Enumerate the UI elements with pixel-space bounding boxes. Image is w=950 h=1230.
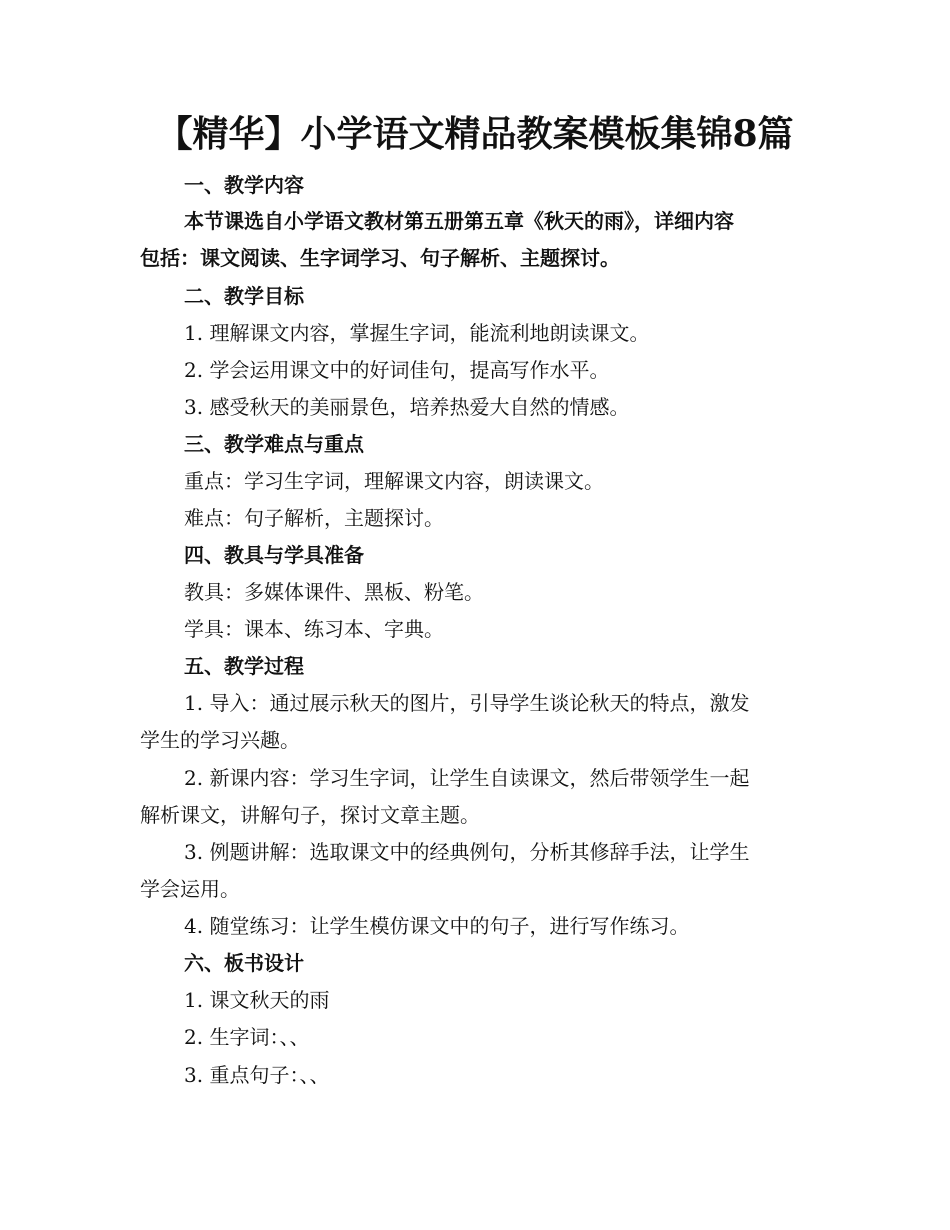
process-step-examples: 3. 例题讲解：选取课文中的经典例句，分析其修辞手法，让学生 [184,840,750,864]
goal-item: 2. 学会运用课文中的好词佳句，提高写作水平。 [184,358,610,382]
goal-item: 3. 感受秋天的美丽景色，培养热爱大自然的情感。 [184,395,630,419]
process-step-new-lesson: 2. 新课内容：学习生字词，让学生自读课文，然后带领学生一起 [184,766,750,790]
process-step-intro: 1. 导入：通过展示秋天的图片，引导学生谈论秋天的特点，激发 [184,691,750,715]
student-materials-text: 学具：课本、练习本、字典。 [184,617,444,641]
teaching-content-text: 本节课选自小学语文教材第五册第五章《秋天的雨》，详细内容 [184,209,734,233]
teaching-content-text-continued: 包括：课文阅读、生字词学习、句子解析、主题探讨。 [140,246,620,270]
process-step-practice: 4. 随堂练习：让学生模仿课文中的句子，进行写作练习。 [184,914,690,938]
difficulty-text: 难点：句子解析，主题探讨。 [184,506,444,530]
board-design-item: 3. 重点句子：、、 [184,1063,330,1087]
section-heading-materials: 四、教具与学具准备 [184,543,364,567]
board-design-item: 1. 课文秋天的雨 [184,988,330,1012]
section-heading-board-design: 六、板书设计 [184,951,304,975]
section-heading-teaching-process: 五、教学过程 [184,654,304,678]
process-step-examples-continued: 学会运用。 [140,877,240,901]
section-heading-teaching-content: 一、教学内容 [184,173,304,197]
section-heading-key-points: 三、教学难点与重点 [184,432,364,456]
process-step-new-lesson-continued: 解析课文，讲解句子，探讨文章主题。 [140,803,480,827]
goal-item: 1. 理解课文内容，掌握生字词，能流利地朗读课文。 [184,321,650,345]
key-point-text: 重点：学习生字词，理解课文内容，朗读课文。 [184,469,604,493]
document-title: 【精华】小学语文精品教案模板集锦8篇 [156,113,794,155]
board-design-item: 2. 生字词：、、 [184,1025,310,1049]
process-step-intro-continued: 学生的学习兴趣。 [140,728,300,752]
teacher-materials-text: 教具：多媒体课件、黑板、粉笔。 [184,580,484,604]
section-heading-teaching-goals: 二、教学目标 [184,284,304,308]
